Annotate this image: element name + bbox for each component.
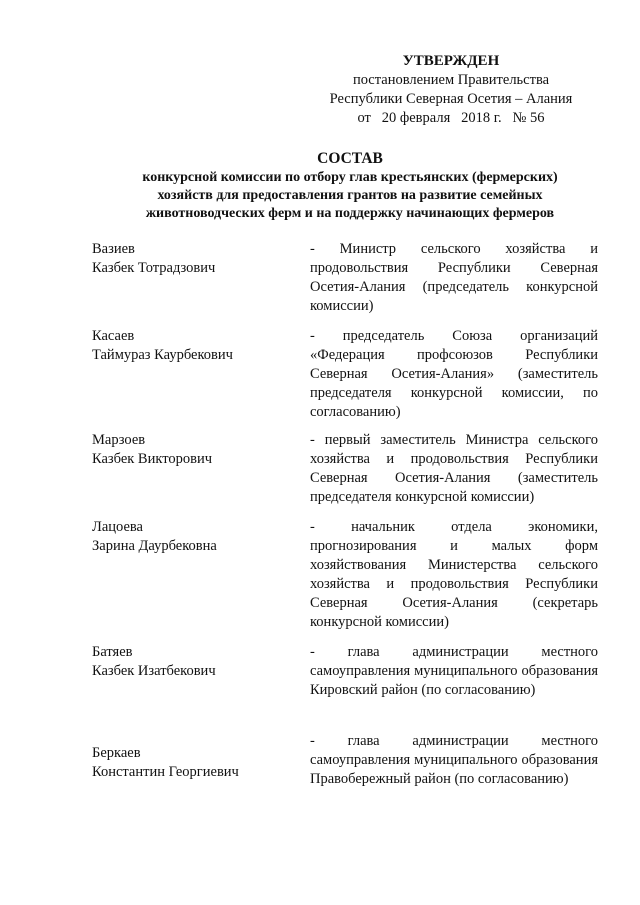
document-subtitle-line-2: хозяйств для предоставления грантов на развитие семейных <box>157 188 543 203</box>
member-surname: Марзоев <box>92 432 146 448</box>
approval-line-1: постановлением Правительства <box>352 72 550 88</box>
member-role: - председатель Союза организаций «Федерация профсоюзов Республики Северная Осетия-Алания» (заместитель председателя конкурсной комиссии, по согласованию) <box>310 328 598 420</box>
member-given-name: Казбек Тотрадзович <box>92 260 216 276</box>
member-role: - первый заместитель Министра сельского хозяйства и продовольствия Республики Северная Осетия-Алания (заместитель председателя конкурсной комиссии) <box>310 432 598 505</box>
member-given-name: Таймураз Каурбекович <box>92 347 233 363</box>
member-given-name: Зарина Даурбековна <box>92 538 217 554</box>
member-surname: Вазиев <box>92 241 135 257</box>
approval-line-3: от 20 февраля 2018 г. № 56 <box>357 110 545 126</box>
member-role: - глава администрации местного самоуправления муниципального образования Правобережный район (по согласованию) <box>310 733 598 787</box>
member-given-name: Константин Георгиевич <box>92 764 239 780</box>
document-subtitle-line-3: животноводческих ферм и на поддержку начинающих фермеров <box>145 206 555 221</box>
approval-heading: УТВЕРЖДЕН <box>402 53 500 69</box>
member-given-name: Казбек Изатбекович <box>92 663 216 679</box>
member-name <box>92 518 302 556</box>
member-given-name: Казбек Викторович <box>92 451 213 467</box>
member-surname: Касаев <box>92 328 135 344</box>
member-role: - глава администрации местного самоуправления муниципального образования Кировский район (по согласованию) <box>310 644 598 698</box>
member-surname: Беркаев <box>92 745 141 761</box>
member-surname: Лацоева <box>92 519 143 535</box>
member-role: - Министр сельского хозяйства и продовольствия Республики Северная Осетия-Алания (председатель конкурсной комиссии) <box>310 241 598 314</box>
member-name <box>92 240 302 278</box>
member-name <box>92 431 302 469</box>
member-role: - начальник отдела экономики, прогнозирования и малых форм хозяйствования Министерства сельского хозяйства и продовольствия Республики Северная Осетия-Алания (секретарь конкурсной комиссии) <box>310 519 598 630</box>
document-title-block <box>70 150 630 223</box>
approval-stamp-block <box>296 52 606 128</box>
member-name <box>92 327 302 365</box>
member-name <box>92 744 302 782</box>
document-subtitle-line-1: конкурсной комиссии по отбору глав крестьянских (фермерских) <box>142 170 558 185</box>
member-surname: Батяев <box>92 644 133 660</box>
document-title: СОСТАВ <box>317 150 383 167</box>
approval-line-2: Республики Северная Осетия – Алания <box>329 91 573 107</box>
member-name <box>92 643 302 681</box>
